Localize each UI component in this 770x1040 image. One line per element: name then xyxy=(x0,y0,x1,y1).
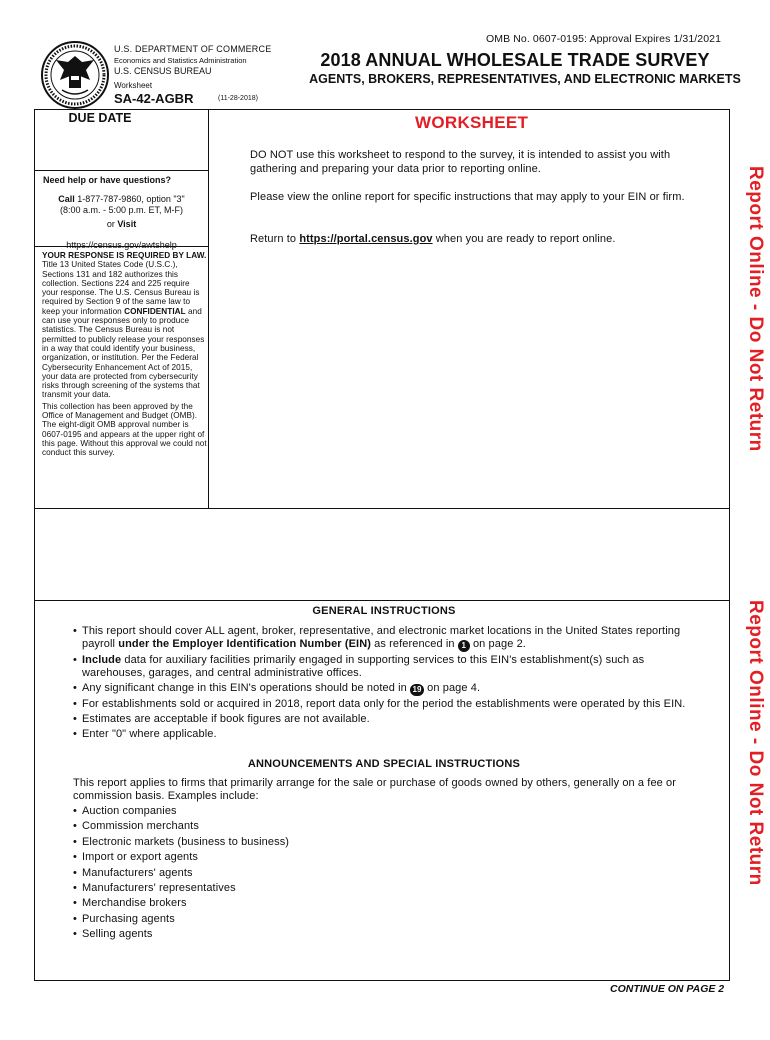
list-item: • Any significant change in this EIN's operations should be noted in 19 on page 4. xyxy=(73,682,708,696)
survey-title: 2018 ANNUAL WHOLESALE TRADE SURVEY xyxy=(320,50,710,70)
worksheet-label: Worksheet xyxy=(114,81,153,90)
list-item: • Merchandise brokers xyxy=(73,897,703,910)
list-item: • Commission merchants xyxy=(73,820,703,833)
legal-notice xyxy=(42,251,208,458)
announcements-body xyxy=(73,777,703,944)
worksheet-title: WORKSHEET xyxy=(415,113,529,132)
list-item: • Import or export agents xyxy=(73,851,703,864)
list-item: • Selling agents xyxy=(73,928,703,941)
examples-list xyxy=(73,805,703,941)
worksheet-notice: DO NOT use this worksheet to respond to the survey, it is intended to assist you with gathering and preparing your data prior to reporting online. xyxy=(250,149,671,175)
divider xyxy=(34,600,730,601)
form-date: (11-28-2018) xyxy=(218,95,258,102)
list-item: • Auction companies xyxy=(73,805,703,818)
help-hours: (8:00 a.m. - 5:00 p.m. ET, M-F) xyxy=(59,205,184,215)
announcements-heading: ANNOUNCEMENTS AND SPECIAL INSTRUCTIONS xyxy=(247,758,521,770)
form-number: SA-42-AGBR xyxy=(114,91,194,106)
agency-block xyxy=(114,44,271,91)
due-date-label: DUE DATE xyxy=(68,111,132,125)
commerce-seal-icon xyxy=(40,40,110,110)
portal-link[interactable]: https://portal.census.gov xyxy=(299,233,433,245)
survey-subtitle: AGENTS, BROKERS, REPRESENTATIVES, AND ELECTRONIC MARKETS xyxy=(309,72,741,86)
list-item: • For establishments sold or acquired in 2018, report data only for the period the establishments were operated by this EIN. xyxy=(73,698,708,711)
administration-name: Economics and Statistics Administration xyxy=(114,56,247,65)
help-phone[interactable]: 1-877-787-9860, option "3" xyxy=(77,193,185,204)
general-instructions-list xyxy=(73,625,708,743)
item-19-marker: 19 xyxy=(410,684,424,696)
help-visit: or Visit xyxy=(106,218,137,229)
online-report-note: Please view the online report for specific instructions that may apply to your EIN or firm. xyxy=(250,191,685,203)
item-1-marker: 1 xyxy=(458,640,470,652)
list-item: • This report should cover ALL agent, broker, representative, and electronic market locations in the United States reporting payroll under the Employer Identification Number (EIN) as referenced in 1 on page 2. xyxy=(73,625,708,652)
list-item: • Purchasing agents xyxy=(73,913,703,926)
list-item: • Enter "0" where applicable. xyxy=(73,728,708,741)
list-item: • Include data for auxiliary facilities primarily engaged in supporting services to this EIN's establishment(s) such as warehouses, garages, and central administrative offices. xyxy=(73,654,708,680)
general-instructions-heading: GENERAL INSTRUCTIONS xyxy=(312,605,456,617)
bureau-name: U.S. CENSUS BUREAU xyxy=(114,66,212,76)
divider xyxy=(34,170,209,171)
announcements-intro: This report applies to firms that primarily arrange for the sale or purchase of goods owned by others, generally on a fee or commission basis. Examples include: xyxy=(73,777,677,802)
portal-return-note: Return to https://portal.census.gov when you are ready to report online. xyxy=(250,233,616,245)
side-banner-top: Report Online - Do Not Return xyxy=(745,166,766,452)
help-call: Call 1-877-787-9860, option "3" xyxy=(58,193,185,204)
omb-approval: OMB No. 0607-0195: Approval Expires 1/31/2021 xyxy=(486,33,722,45)
side-banner-bottom: Report Online - Do Not Return xyxy=(745,600,766,886)
list-item: • Manufacturers' representatives xyxy=(73,882,703,895)
divider xyxy=(34,508,730,509)
department-name: U.S. DEPARTMENT OF COMMERCE xyxy=(114,44,272,54)
continue-note: CONTINUE ON PAGE 2 xyxy=(610,983,725,995)
list-item: • Estimates are acceptable if book figures are not available. xyxy=(73,713,708,726)
help-box xyxy=(36,175,207,252)
list-item: • Electronic markets (business to business) xyxy=(73,836,703,849)
omb-notice-text: This collection has been approved by the Office of Management and Budget (OMB). The eight-digit OMB approval number is 0607-0195 and appears at the upper right of this page. Without this approval we could not conduct this survey. xyxy=(42,401,207,458)
legal-notice-text: YOUR RESPONSE IS REQUIRED BY LAW. Title 13 United States Code (U.S.C.), Sections 131 and 182 authorizes this collection. Sections 224 and 225 require your response. The U.S. Census Bureau is required by Section 9 of the same law to keep your information CONFIDENTIAL and can use your responses only to produce statistics. The Census Bureau is not permitted to publicly release your responses in a way that could identify your business, organization, or institution. Per the Federal Cybersecurity Enhancement Act of 2015, your data are protected from cybersecurity risks through screening of the systems that transmit your data. xyxy=(42,251,207,400)
list-item: • Manufacturers' agents xyxy=(73,867,703,880)
help-heading: Need help or have questions? xyxy=(43,175,172,185)
help-url-link[interactable]: https://census.gov/awtshelp xyxy=(66,240,177,250)
